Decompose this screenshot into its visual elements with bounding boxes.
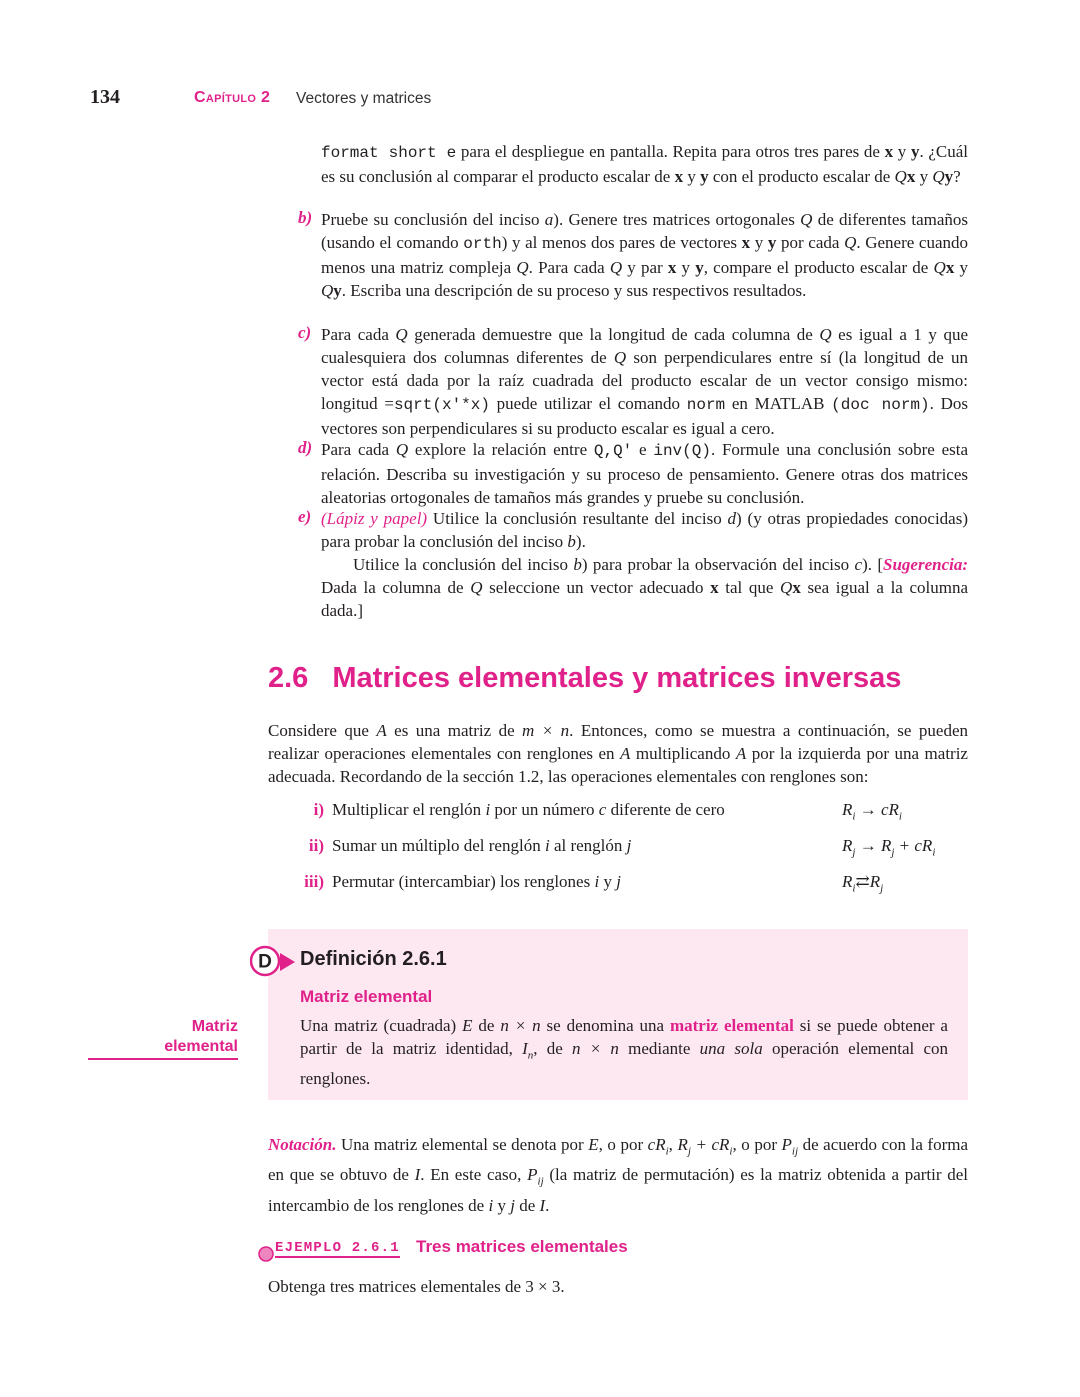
operation-text: Sumar un múltiplo del renglón i al renglón j [332,836,632,855]
section-number: 2.6 [268,662,309,694]
item-label-c: c) [298,323,312,342]
chapter-label: Capítulo 2 [194,89,271,106]
definition-text: Una matriz (cuadrada) E de n × n se denomina una matriz elemental si se puede obtener a partir de la matriz identidad, $I_n$, de n × n mediante una sola operación elemental con renglones. [300,1016,949,1089]
exercise-item-d: Para cada Q explore la relación entre Q,Q' e inv(Q). Formule una conclusión sobre esta relación. Describa su investigación y su proceso de pensamiento. Genere otras dos matrices aleatorias ortogonales de tamaños más grandes y pruebe su conclusión. [321,440,969,507]
operation-text: Permutar (intercambiar) los renglones i y j [332,872,621,891]
section-heading [268,662,901,695]
exercise-item-c: Para cada Q generada demuestre que la longitud de cada columna de Q es igual a 1 y que cualesquiera dos columnas diferentes de Q son perpendiculares entre sí (la longitud de un vector está dada por la raíz cuadrada del producto escalar de un vector consigo mismo: longitud =sqrt(x'*x) puede utilizar el comando norm en MATLAB (doc norm). Dos vectores son perpendiculares si su producto escalar es igual a cero. [321,325,968,438]
definition-subtitle: Matriz elemental [300,987,433,1006]
operation-formula: $R_j \to R_j + cR_i$ [842,836,936,859]
operation-text: Multiplicar el renglón i por un número c diferente de cero [332,800,725,819]
margin-term: Matriz elemental [164,1018,238,1055]
exercise-item-e: (Lápiz y papel) Utilice la conclusión resultante del inciso d) (y otras propiedades conocidas) para probar la conclusión del inciso b). Utilice la conclusión del inciso b) para probar la observación del inciso c). [Sugerencia: Dada la columna de Q seleccione un vector adecuado x tal que Qx sea igual a la columna dada.] [321,509,969,620]
operation-number: ii) [308,836,324,855]
section-intro: Considere que A es una matriz de m × n. Entonces, como se muestra a continuación, se pueden realizar operaciones elementales con renglones en A multiplicando A por la izquierda por una matriz adecuada. Recordando de la sección 1.2, las operaciones elementales con renglones son: [268,721,968,786]
item-label-b: b) [298,208,313,227]
notation-paragraph: Notación. Una matriz elemental se denota por E, o por $cR_i$, $R_j + cR_i$, o por $P_{ij}$ de acuerdo con la forma en que se obtuvo de I. En este caso, $P_{ij}$ (la matriz de permutación) es la matriz obtenida a partir del intercambio de los renglones de i y j de I. [268,1135,969,1215]
operation-formula: $R_i \to cR_i$ [842,800,902,823]
operation-formula: $R_i⇄R_j$ [842,872,884,895]
definition-d-icon [250,945,280,977]
example-bullet-icon [258,1246,274,1262]
chapter-title: Vectores y matrices [296,90,432,107]
section-title: Matrices elementales y matrices inversas [332,662,902,694]
definition-title: Definición 2.6.1 [300,948,447,970]
example-text: Obtenga tres matrices elementales de 3 × 3. [268,1277,565,1296]
svg-text:D: D [258,951,272,973]
item-label-e: e) [298,507,312,526]
exercise-item-b: Pruebe su conclusión del inciso a). Genere tres matrices ortogonales Q de diferentes tamaños (usando el comando orth) y al menos dos pares de vectores x y y por cada Q. Genere cuando menos una matriz compleja Q. Para cada Q y par x y y, compare el producto escalar de Qx y Qy. Escriba una descripción de su proceso y sus respectivos resultados. [321,210,969,300]
item-label-d: d) [298,438,313,457]
operation-number: iii) [304,872,324,891]
example-title: Tres matrices elementales [416,1237,628,1256]
margin-rule [88,1058,238,1060]
exercise-continuation: format short e para el despliegue en pantalla. Repita para otros tres pares de x y y. ¿Cuál es su conclusión al comparar el producto escalar de x y y con el producto escalar de Qx y Qy? [321,142,969,186]
definition-arrow-icon [280,952,296,972]
operation-number: i) [313,800,324,819]
page-number: 134 [90,86,120,108]
example-label: EJEMPLO 2.6.1 [275,1240,400,1256]
